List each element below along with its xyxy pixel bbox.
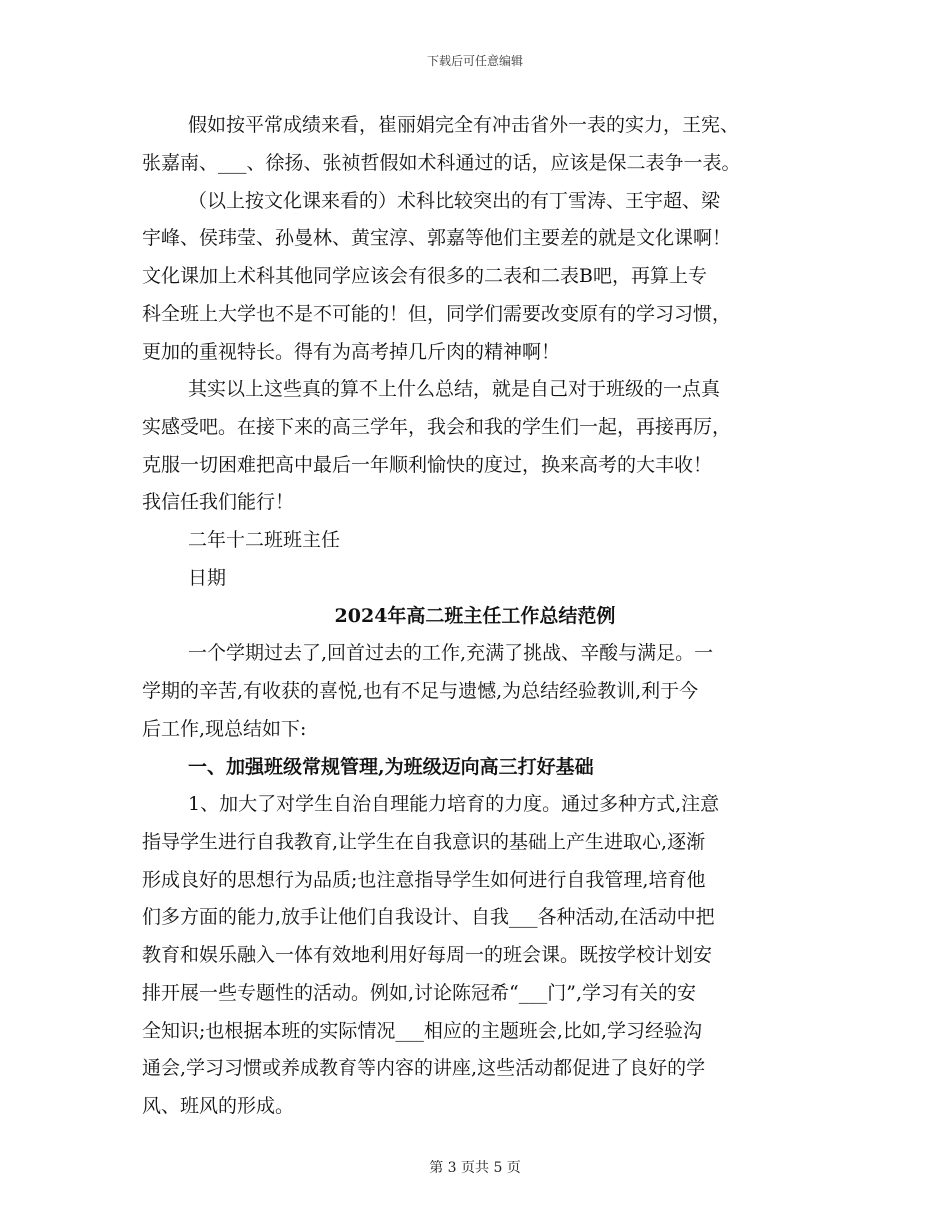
paragraph-line: 风、班风的形成。: [142, 1095, 295, 1117]
signature-line: 二年十二班班主任: [188, 529, 341, 551]
paragraph-line: 们多方面的能力,放手让他们自我设计、自我___各种活动,在活动中把: [142, 906, 715, 928]
paragraph-line: 通会,学习习惯或养成教育等内容的讲座,这些活动都促进了良好的学: [142, 1057, 706, 1079]
paragraph-line: 形成良好的思想行为品质;也注意指导学生如何进行自我管理,培育他: [142, 869, 706, 891]
paragraph-line: 假如按平常成绩来看，崔丽娟完全有冲击省外一表的实力，王宪、: [188, 114, 740, 136]
paragraph-line: 全知识;也根据本班的实际情况___相应的主题班会,比如,学习经验沟: [142, 1020, 702, 1042]
paragraph-line: 张嘉南、___、徐扬、张祯哲假如术科通过的话，应该是保二表争一表。: [142, 152, 741, 174]
paragraph-line: 教育和娱乐融入一体有效地利用好每周一的班会课。既按学校计划安: [142, 944, 713, 966]
date-line: 日期: [188, 567, 227, 589]
paragraph-line: 科全班上大学也不是不可能的！但，同学们需要改变原有的学习习惯，: [142, 303, 732, 325]
paragraph-line: 学期的辛苦,有收获的喜悦,也有不足与遗憾,为总结经验教训,利于今: [142, 680, 699, 702]
paragraph-line: 后工作,现总结如下:: [142, 718, 307, 740]
section-title: 2024年高二班主任工作总结范例: [334, 605, 616, 627]
subsection-heading: 一、加强班级常规管理,为班级迈向高三打好基础: [188, 756, 594, 778]
paragraph-line: 指导学生进行自我教育,让学生在自我意识的基础上产生进取心,逐渐: [142, 831, 706, 853]
paragraph-line: 一个学期过去了,回首过去的工作,充满了挑战、辛酸与满足。一: [188, 642, 714, 664]
paragraph-line: （以上按文化课来看的）术科比较突出的有丁雪涛、王宇超、梁: [188, 190, 721, 212]
paragraph-line: 排开展一些专题性的活动。例如,讨论陈冠希“___门”,学习有关的安: [142, 982, 697, 1004]
paragraph-line: 克服一切困难把高中最后一年顺利愉快的度过，换来高考的大丰收！: [142, 454, 713, 476]
paragraph-line: 其实以上这些真的算不上什么总结，就是自己对于班级的一点真: [188, 378, 721, 400]
paragraph-line: 实感受吧。在接下来的高三学年，我会和我的学生们一起，再接再厉，: [142, 416, 732, 438]
paragraph-line: 宇峰、侯玮莹、孙曼林、黄宝淳、郭嘉等他们主要差的就是文化课啊！: [142, 227, 732, 249]
page-footer: 第 3 页共 5 页: [429, 1160, 521, 1176]
paragraph-line: 文化课加上术科其他同学应该会有很多的二表和二表B吧，再算上专: [142, 265, 707, 287]
paragraph-line: 我信任我们能行！: [142, 491, 295, 513]
page-header: 下载后可任意编辑: [426, 54, 523, 68]
paragraph-line: 更加的重视特长。得有为高考掉几斤肉的精神啊！: [142, 341, 561, 363]
paragraph-line: 1、加大了对学生自治自理能力培育的力度。通过多种方式,注意: [188, 793, 720, 815]
